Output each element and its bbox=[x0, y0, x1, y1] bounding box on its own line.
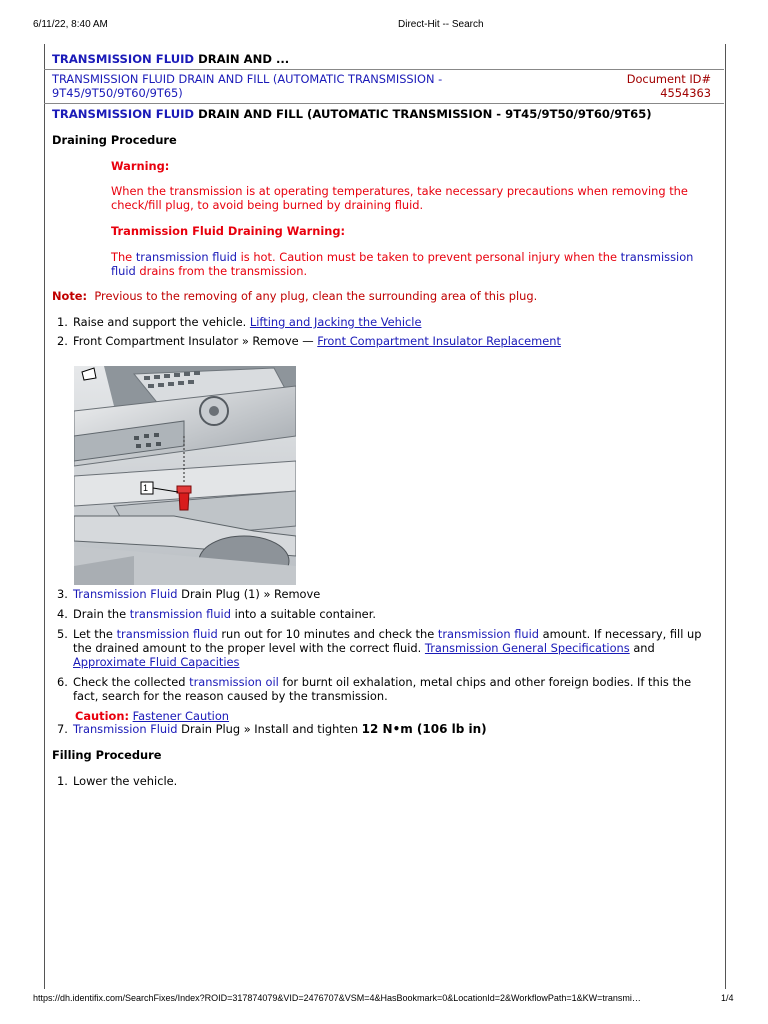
fluid-warning-title: Tranmission Fluid Draining Warning: bbox=[111, 224, 346, 238]
fastener-caution-link[interactable]: Fastener Caution bbox=[132, 709, 230, 723]
figure-callout: 1 bbox=[143, 483, 149, 493]
step-3: Transmission Fluid Drain Plug (1) » Remove bbox=[73, 587, 321, 601]
filling-heading: Filling Procedure bbox=[52, 748, 162, 762]
print-url: https://dh.identifix.com/SearchFixes/Index?ROID=317874079&VID=2476707&VSM=4&HasBookmark=0&LocationId=2&WorkflowPath=1&KW=transmi… bbox=[33, 993, 641, 1003]
fluid-warning-text: The transmission fluid is hot. Caution must be taken to prevent personal injury when the transmission fluid drains from the transmission. bbox=[111, 250, 694, 278]
step-number: 5. bbox=[57, 627, 68, 641]
step-number: 1. bbox=[57, 315, 68, 329]
filling-step-1: Lower the vehicle. bbox=[73, 774, 178, 788]
step-number: 1. bbox=[57, 774, 68, 788]
page-title: TRANSMISSION FLUID DRAIN AND FILL (AUTOMATIC TRANSMISSION - 9T45/9T50/9T60/9T65) bbox=[52, 107, 652, 121]
warning-title: Warning: bbox=[111, 159, 170, 173]
lifting-jacking-link[interactable]: Lifting and Jacking the Vehicle bbox=[249, 315, 422, 329]
step-1: Raise and support the vehicle. Lifting and Jacking the Vehicle bbox=[73, 315, 422, 329]
document-id: Document ID# 4554363 bbox=[626, 72, 711, 100]
print-datetime: 6/11/22, 8:40 AM bbox=[33, 19, 108, 30]
step-6: Check the collected transmission oil for burnt oil exhalation, metal chips and other foreign bodies. If this the fact, search for the reason caused by the transmission. bbox=[73, 675, 692, 703]
citation-title: TRANSMISSION FLUID DRAIN AND FILL (AUTOMATIC TRANSMISSION - 9T45/9T50/9T60/9T65) bbox=[52, 72, 443, 100]
caution: Caution: Fastener Caution bbox=[75, 709, 230, 723]
step-2: Front Compartment Insulator » Remove — Front Compartment Insulator Replacement bbox=[73, 334, 561, 348]
step-number: 6. bbox=[57, 675, 68, 689]
insulator-replacement-link[interactable]: Front Compartment Insulator Replacement bbox=[317, 334, 561, 348]
note: Note: Previous to the removing of any plug, clean the surrounding area of this plug. bbox=[52, 289, 538, 303]
step-5: Let the transmission fluid run out for 10 minutes and check the transmission fluid amount. If necessary, fill up the drained amount to the proper level with the correct fluid. Transmission General Specifications and Approximate Fluid Capacities bbox=[73, 627, 702, 669]
general-specifications-link[interactable]: Transmission General Specifications bbox=[424, 641, 630, 655]
fluid-capacities-link[interactable]: Approximate Fluid Capacities bbox=[73, 655, 240, 669]
document-short-title: TRANSMISSION FLUID DRAIN AND ... bbox=[52, 52, 290, 66]
step-number: 3. bbox=[57, 587, 68, 601]
divider bbox=[44, 103, 724, 104]
print-page-number: 1/4 bbox=[721, 993, 734, 1003]
draining-heading: Draining Procedure bbox=[52, 133, 177, 147]
step-7: Transmission Fluid Drain Plug » Install and tighten 12 N•m (106 lb in) bbox=[73, 722, 487, 736]
warning-text: When the transmission is at operating temperatures, take necessary precautions when removing the check/fill plug, to avoid being burned by draining fluid. bbox=[111, 184, 688, 212]
print-page-title: Direct-Hit -- Search bbox=[398, 19, 484, 30]
step-number: 7. bbox=[57, 722, 68, 736]
step-4: Drain the transmission fluid into a suitable container. bbox=[73, 607, 376, 621]
step-number: 2. bbox=[57, 334, 68, 348]
step-number: 4. bbox=[57, 607, 68, 621]
drain-plug-figure bbox=[74, 366, 296, 585]
